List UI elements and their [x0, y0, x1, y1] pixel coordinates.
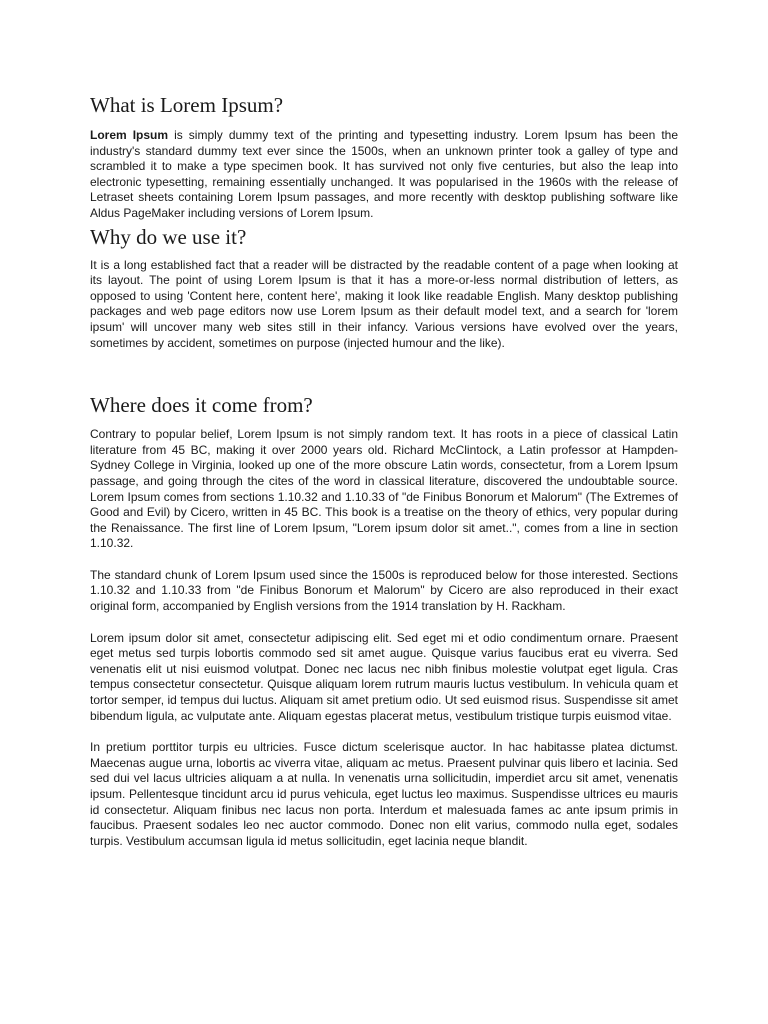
bold-lead-text: Lorem Ipsum: [90, 128, 169, 142]
paragraph-lorem-latin-2: In pretium porttitor turpis eu ultricies. Fusce dictum scelerisque auctor. In hac habitasse platea dictumst. Maecenas augue urna, lobortis ac viverra vitae, aliquam ac metus. Praesent pulvinar quis libero et lacinia. Sed sed dui vel lacus ultricies aliquam a at nulla. In venenatis urna sollicitudin, imperdiet arcu sit amet, venenatis ipsum. Pellentesque tincidunt arcu id purus vehicula, eget luctus leo maximus. Suspendisse ultrices eu mauris id consectetur. Aliquam finibus nec lacus non porta. Interdum et malesuada fames ac ante ipsum primis in faucibus. Praesent sodales leo nec auctor commodo. Donec non elit varius, commodo nulla eget, sodales turpis. Vestibulum accumsan ligula id metus sollicitudin, eget lacinia neque blandit.: [90, 740, 678, 848]
paragraph-text: is simply dummy text of the printing and typesetting industry. Lorem Ipsum has been the industry's standard dummy text ever since the 1500s, when an unknown printer took a galley of type and scrambled it to make a type specimen book. It has survived not only five centuries, but also the leap into electronic typesetting, remaining essentially unchanged. It was popularised in the 1960s with the release of Letraset sheets containing Lorem Ipsum passages, and more recently with desktop publishing software like Aldus PageMaker including versions of Lorem Ipsum.: [90, 128, 678, 220]
document-page: [90, 92, 678, 849]
heading-where-does-it-come-from: Where does it come from?: [90, 393, 313, 418]
heading-what-is-lorem-ipsum: What is Lorem Ipsum?: [90, 93, 284, 117]
heading-why-do-we-use-it: Why do we use it?: [90, 224, 247, 249]
paragraph-lorem-ipsum-intro: [90, 128, 678, 222]
paragraph-origin: Contrary to popular belief, Lorem Ipsum is not simply random text. It has roots in a piece of classical Latin literature from 45 BC, making it over 2000 years old. Richard McClintock, a Latin professor at Hampden-Sydney College in Virginia, looked up one of the more obscure Latin words, consectetur, from a Lorem Ipsum passage, and going through the cites of the word in classical literature, discovered the undoubtable source. Lorem Ipsum comes from sections 1.10.32 and 1.10.33 of "de Finibus Bonorum et Malorum" (The Extremes of Good and Evil) by Cicero, written in 45 BC. This book is a treatise on the theory of ethics, very popular during the Renaissance. The first line of Lorem Ipsum, "Lorem ipsum dolor sit amet..", comes from a line in section 1.10.32.: [90, 427, 678, 551]
paragraph-why-use-it: It is a long established fact that a reader will be distracted by the readable content of a page when looking at its layout. The point of using Lorem Ipsum is that it has a more-or-less normal distribution of letters, as opposed to using 'Content here, content here', making it look like readable English. Many desktop publishing packages and web page editors now use Lorem Ipsum as their default model text, and a search for 'lorem ipsum' will uncover many web sites still in their infancy. Various versions have evolved over the years, sometimes by accident, sometimes on purpose (injected humour and the like).: [90, 257, 678, 350]
paragraph-standard-chunk: The standard chunk of Lorem Ipsum used since the 1500s is reproduced below for those interested. Sections 1.10.32 and 1.10.33 from "de Finibus Bonorum et Malorum" by Cicero are also reproduced in their exact original form, accompanied by English versions from the 1914 translation by H. Rackham.: [90, 567, 678, 614]
paragraph-lorem-latin-1: Lorem ipsum dolor sit amet, consectetur adipiscing elit. Sed eget mi et odio condimentum ornare. Praesent eget metus sed turpis lobortis commodo sed sit amet augue. Quisque varius faucibus erat eu viverra. Sed venenatis elit ut nisi euismod volutpat. Donec nec lacus nec nibh finibus molestie volutpat eget ligula. Cras tempus consectetur consectetur. Quisque aliquam lorem rutrum mauris luctus vestibulum. In vehicula quam et tortor semper, id tempus dui luctus. Aliquam sit amet pretium odio. Ut sed euismod risus. Suspendisse sit amet bibendum ligula, ac vulputate ante. Aliquam egestas placerat metus, vestibulum tristique turpis euismod vitae.: [90, 630, 678, 723]
